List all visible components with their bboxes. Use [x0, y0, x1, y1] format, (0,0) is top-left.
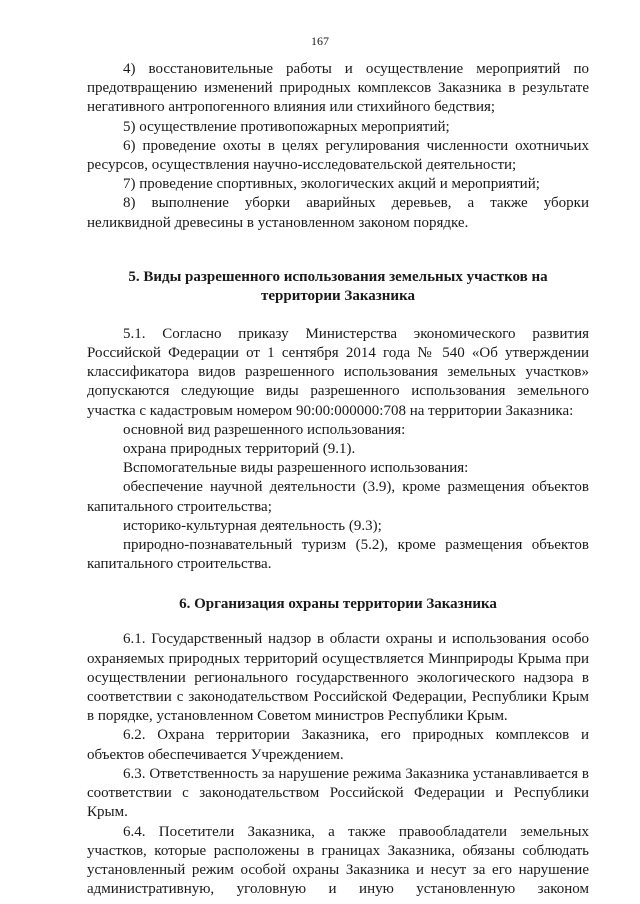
paragraph: охрана природных территорий (9.1).: [123, 441, 356, 458]
paragraph: историко-культурная деятельность (9.3);: [123, 517, 382, 534]
paragraph: Вспомогательные виды разрешенного использования:: [123, 460, 469, 477]
paragraph-6-1: 6.1. Государственный надзор в области охраны и использования особо охраняемых природных территорий осуществляется Минприроды Крыма при осуществлении регионального государственного экологического надзора в соответствии с законодательством Российской Федерации, Республики Крым в порядке, установленном Советом министров Республики Крым.: [87, 631, 589, 725]
section-5-heading: [87, 268, 589, 306]
paragraph-6-3: 6.3. Ответственность за нарушение режима Заказника устанавливается в соответствии с законодательством Российской Федерации и Республики Крым.: [87, 765, 589, 821]
paragraph-6-4: 6.4. Посетители Заказника, а также правообладатели земельных участков, которые расположены в границах Заказника, обязаны соблюдать установленный режим особой охраны Заказника и несут за его нарушение административную, уголовную и иную установленную законом: [87, 823, 589, 898]
list-item: 4) восстановительные работы и осуществление мероприятий по предотвращению изменений природных комплексов Заказника в результате негативного антропогенного влияния или стихийного бедствия;: [87, 61, 589, 116]
paragraph: природно-познавательный туризм (5.2), кроме размещения объектов капитального строительства.: [87, 537, 589, 573]
paragraph: основной вид разрешенного использования:: [123, 421, 406, 438]
list-item: 6) проведение охоты в целях регулирования численности охотничьих ресурсов, осуществления научно-исследовательской деятельности;: [87, 137, 589, 174]
paragraph: обеспечение научной деятельности (3.9), кроме размещения объектов капитального строительства;: [87, 479, 589, 515]
page-content: [87, 60, 589, 899]
section-5-heading-line2: территории Заказника: [261, 287, 415, 304]
paragraph-6-2: 6.2. Охрана территории Заказника, его природных комплексов и объектов обеспечивается Учреждением.: [87, 727, 589, 763]
list-item: 5) осуществление противопожарных мероприятий;: [123, 118, 450, 135]
page-number: 167: [311, 34, 329, 48]
section-5-heading-line1: 5. Виды разрешенного использования земельных участков на: [128, 268, 548, 285]
list-item: 7) проведение спортивных, экологических акций и мероприятий;: [123, 176, 540, 193]
paragraph-5-1: 5.1. Согласно приказу Министерства экономического развития Российской Федерации от 1 сентября 2014 года № 540 «Об утверждении классификатора видов разрешенного использования земельных участков» допускаются следующие виды разрешенного использования земельного участка с кадастровым номером 90:00:000000:708 на территории Заказника:: [87, 325, 589, 419]
list-item: 8) выполнение уборки аварийных деревьев, а также уборки неликвидной древесины в установленном законом порядке.: [87, 195, 589, 231]
section-6-heading: 6. Организация охраны территории Заказника: [179, 596, 497, 613]
